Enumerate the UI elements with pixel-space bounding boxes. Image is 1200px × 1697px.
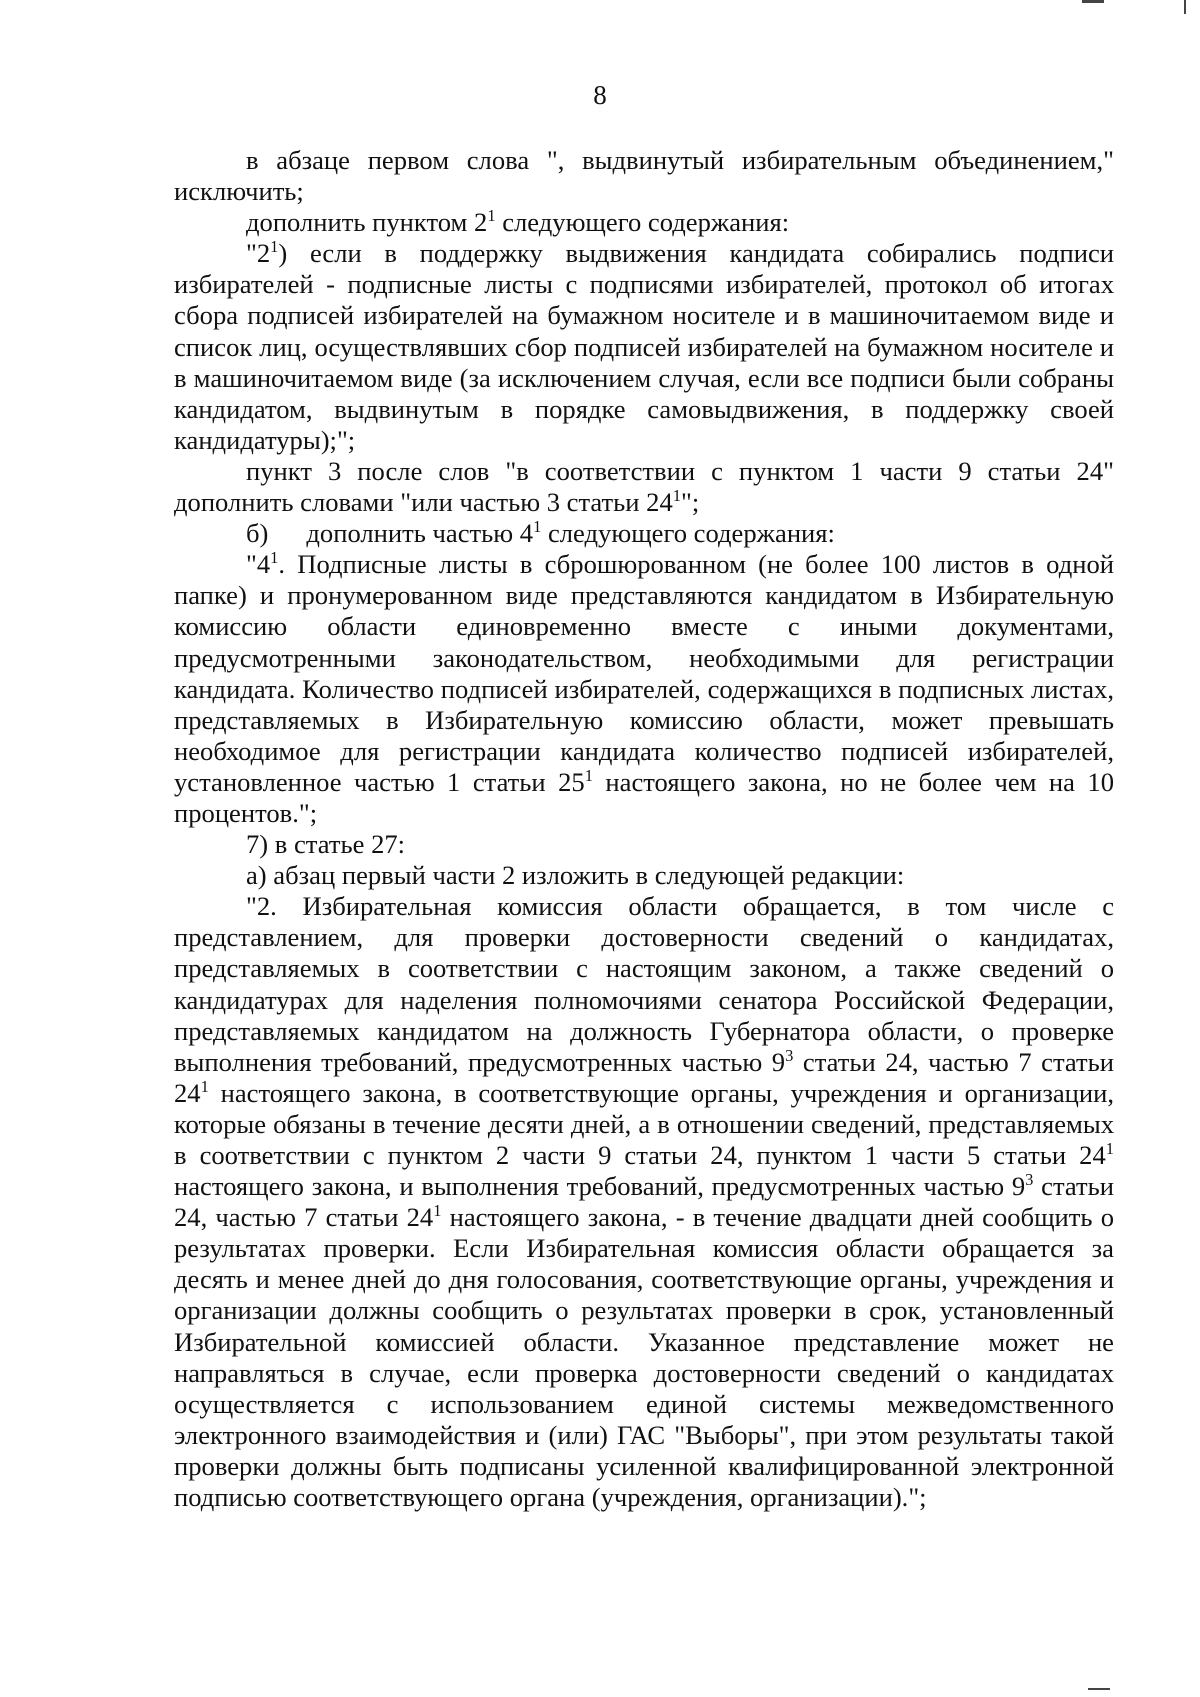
paragraph-point-2-1-text: "$2^1$) если в поддержку выдвижения кандидата собирались подписи избирателей - подписные листы с подписями избирателей, протокол об итогах сбора подписей избирателей на бумажном носителе и в машиночитаемом виде и список лиц, осуществлявших сбор подписей избирателей на бумажном носителе и в машиночитаемом виде (за исключением случая, если все подписи были собраны кандидатом, выдвинутым в порядке самовыдвижения, в поддержку своей кандидатуры);";	[174, 237, 1114, 455]
paragraph-article-27: 7) в статье 27:	[246, 829, 406, 860]
paragraph-point-3: пункт 3 после слов "в соответствии с пунктом 1 части 9 статьи 24" дополнить словами "или частью 3 статьи $24^1$";	[174, 455, 1114, 518]
paragraph-sub-b: б) дополнить частью $4^1$ следующего содержания:	[246, 517, 835, 549]
paragraph-sub-a: а) абзац первый части 2 изложить в следующей редакции:	[246, 860, 905, 891]
page-number: 8	[593, 80, 607, 110]
paragraph-exclude-words: в абзаце первом слова ", выдвинутый избирательным объединением," исключить;	[174, 145, 1114, 207]
scan-edge-mark-right	[1184, 0, 1186, 14]
scan-edge-mark-top	[1082, 0, 1104, 3]
paragraph-part-4-1-text: "$4^1$. Подписные листы в сброшюрованном (не более 100 листов в одной папке) и пронумерованном виде представляются кандидатом в Избирательную комиссию области единовременно вместе с иными документами, предусмотренными законодательством, необходимыми для регистрации кандидата. Количество подписей избирателей, содержащихся в подписных листах, представляемых в Избирательную комиссию области, может превышать необходимое для регистрации кандидата количество подписей избирателей, установленное частью 1 статьи $25^1$ настоящего закона, но не более чем на 10 процентов.";	[174, 548, 1114, 828]
paragraph-add-point-2-1: дополнить пунктом $2^1$ следующего содержания:	[246, 206, 790, 238]
document-body	[174, 145, 1114, 1513]
scan-edge-mark-bottom	[1088, 1688, 1110, 1690]
paragraph-part-2-text: "2. Избирательная комиссия области обращается, в том числе с представлением, для проверки достоверности сведений о кандидатах, представляемых в соответствии с настоящим законом, а также сведений о кандидатурах для наделения полномочиями сенатора Российской Федерации, представляемых кандидатом на должность Губернатора области, о проверке выполнения требований, предусмотренных частью $9^3$ статьи 24, частью 7 статьи $24^1$ настоящего закона, в соответствующие органы, учреждения и организации, которые обязаны в течение десяти дней, а в отношении сведений, представляемых в соответствии с пунктом 2 части 9 статьи 24, пунктом 1 части 5 статьи $24^1$ настоящего закона, и выполнения требований, предусмотренных частью $9^3$ статьи 24, частью 7 статьи $24^1$ настоящего закона, - в течение двадцати дней сообщить о результатах проверки. Если Избирательная комиссия области обращается за десять и менее дней до дня голосования, соответствующие органы, учреждения и организации должны сообщить о результатах проверки в срок, установленный Избирательной комиссией области. Указанное представление может не направляться в случае, если проверка достоверности сведений о кандидатах осуществляется с использованием единой системы межведомственного электронного взаимодействия и (или) ГАС "Выборы", при этом результаты такой проверки должны быть подписаны усиленной квалифицированной электронной подписью соответствующего органа (учреждения, организации).";	[174, 891, 1115, 1513]
list-marker: б)	[246, 518, 269, 549]
